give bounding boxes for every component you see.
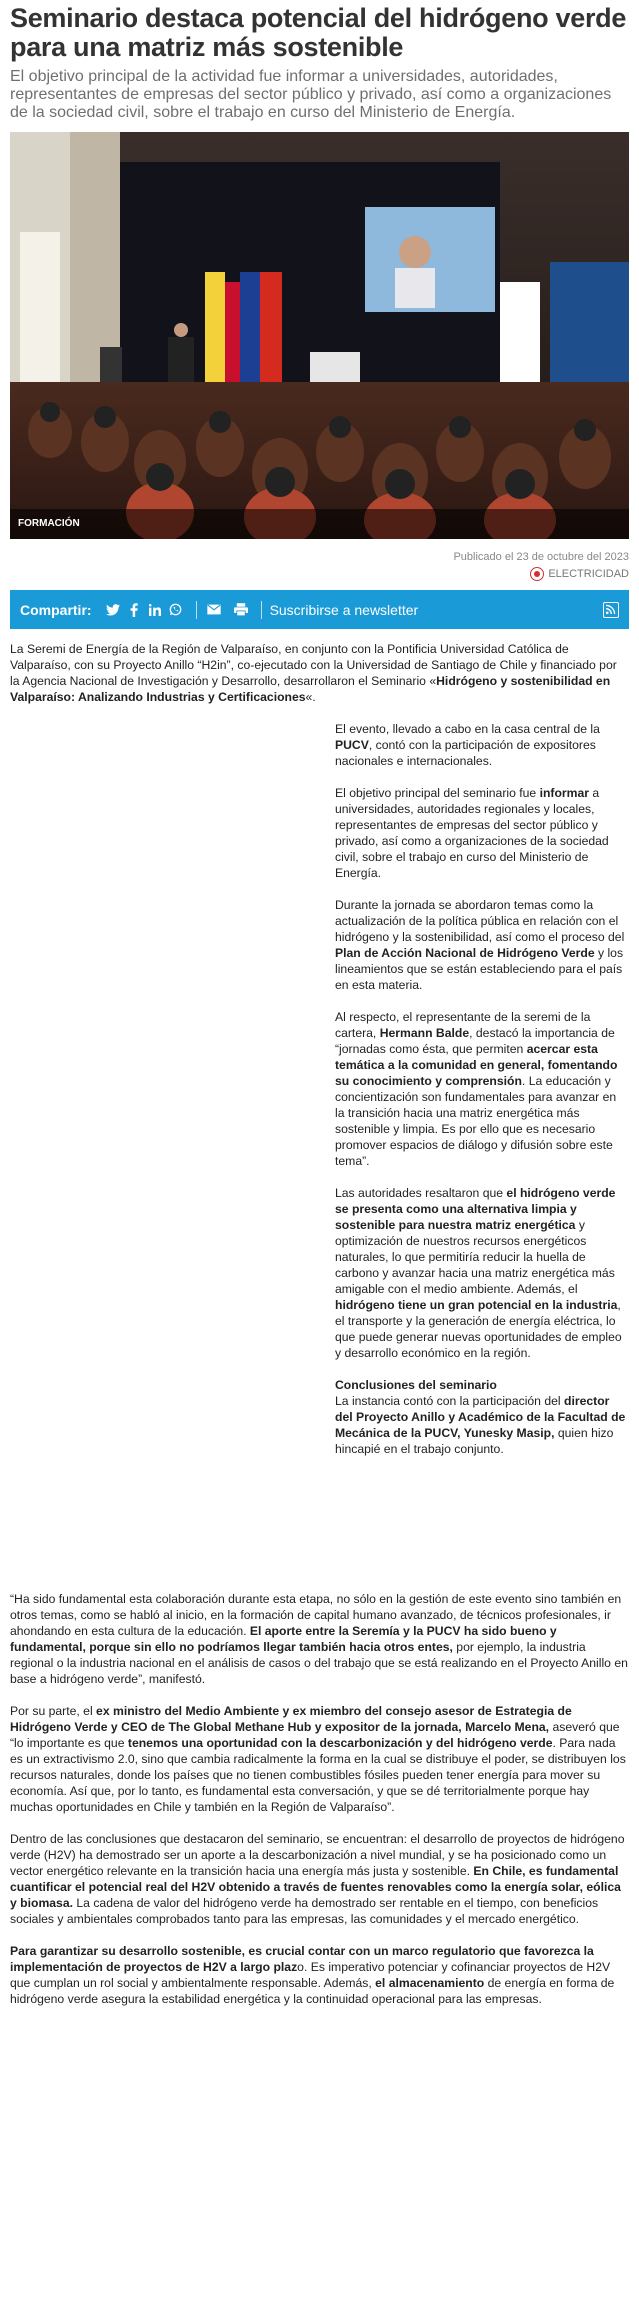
hero-category-tag[interactable]: FORMACIÓN — [10, 509, 629, 539]
article-paragraph: Durante la jornada se abordaron temas como la actualización de la política pública en relación con el hidrógeno y la sostenibilidad, así como el proceso del Plan de Acción Nacional de Hidrógeno Verde y los lineamientos que se están estableciendo para el país en esta materia. — [335, 898, 625, 992]
article-subtitle: El objetivo principal de la actividad fue informar a universidades, autoridades, representantes de empresas del sector público y privado, así como a organizaciones de la sociedad civil, sobre el trabajo en curso del Ministerio de Energía. — [10, 68, 612, 121]
article-body — [10, 641, 629, 2007]
twitter-icon[interactable] — [104, 601, 122, 619]
page-title: Seminario destaca potencial del hidrógeno verde para una matriz más sostenible — [10, 3, 627, 62]
print-icon[interactable] — [232, 601, 250, 619]
share-label: Compartir: — [20, 601, 92, 618]
category-label: ELECTRICIDAD — [548, 568, 629, 580]
publish-date: Publicado el 23 de octubre del 2023 — [453, 551, 629, 563]
article-paragraph: La Seremi de Energía de la Región de Valparaíso, en conjunto con la Pontificia Universidad Católica de Valparaíso, con su Proyecto Anillo “H2in”, co-ejecutado con la Universidad de Santiago de Chile y financiado por la Agencia Nacional de Investigación y Desarrollo, desarrollaron el Seminario «Hidrógeno y sostenibilidad en Valparaíso: Analizando Industrias y Certificaciones«. — [10, 642, 617, 704]
embedded-content-placeholder — [10, 721, 335, 1591]
article-meta — [10, 550, 629, 581]
article-paragraph: Conclusiones del seminario La instancia contó con la participación del director del Proyecto Anillo y Académico de la Facultad de Mecánica de la PUCV, Yunesky Masip, quien hizo hincapié en el trabajo conjunto. — [335, 1378, 626, 1456]
share-divider — [196, 601, 197, 619]
category-icon — [530, 567, 544, 581]
category-link[interactable] — [530, 567, 629, 581]
whatsapp-icon[interactable] — [167, 601, 185, 619]
email-icon[interactable] — [205, 601, 223, 619]
share-divider — [261, 601, 262, 619]
hero-image — [10, 132, 629, 539]
rss-icon[interactable] — [603, 602, 619, 618]
article-paragraph: Las autoridades resaltaron que el hidrógeno verde se presenta como una alternativa limpia y sostenible para nuestra matriz energética y optimización de nuestros recursos energéticos naturales, lo que permitiría reducir la huella de carbono y avanzar hacia una matriz energética más amigable con el medio ambiente. Además, el hidrógeno tiene un gran potencial en la industria, el transporte y la generación de energía eléctrica, lo que puede generar nuevas oportunidades de empleo y desarrollo económico en la región. — [335, 1186, 622, 1360]
linkedin-icon[interactable] — [146, 601, 164, 619]
share-bar — [10, 590, 629, 629]
article-paragraph: El objetivo principal del seminario fue informar a universidades, autoridades regionales y locales, representantes de empresas del sector público y privado, así como a organizaciones de la sociedad civil, sobre el trabajo en curso del Ministerio de Energía. — [335, 786, 609, 880]
article-paragraph: Al respecto, el representante de la seremi de la cartera, Hermann Balde, destacó la importancia de “jornadas como ésta, que permiten acercar esta temática a la comunidad en general, fomentando su conocimiento y comprensión. La educación y concientización son fundamentales para avanzar en la transición hacia una matriz energética más sostenible y limpia. Es por ello que es necesario promover espacios de diálogo y difusión sobre este tema”. — [335, 1010, 618, 1168]
article-paragraph: Para garantizar su desarrollo sostenible, es crucial contar con un marco regulatorio que favorezca la implementación de proyectos de H2V a largo plazo. Es imperativo potenciar y cofinanciar proyectos de H2V que cumplan un rol social y ambientalmente responsable. Además, el almacenamiento de energía en forma de hidrógeno verde asegura la estabilidad energética y la continuidad operacional para las empresas. — [10, 1944, 615, 2006]
newsletter-link[interactable]: Suscribirse a newsletter — [269, 601, 419, 618]
article-paragraph: “Ha sido fundamental esta colaboración durante esta etapa, no sólo en la gestión de este evento sino también en otros temas, como se habló al inicio, en la formación de capital humano avanzado, de técnicos profesionales, ir ahondando en esta cultura de la educación. El aporte entre la Seremía y la PUCV ha sido bueno y fundamental, porque sin ello no podríamos llegar también hacia otros entes, por ejemplo, la industria regional o la industria nacional en el análisis de casos o del trabajo que se está realizando en el Proyecto Anillo en base a hidrógeno verde”, manifestó. — [10, 1592, 628, 1686]
article-paragraph: Por su parte, el ex ministro del Medio Ambiente y ex miembro del consejo asesor de Estrategia de Hidrógeno Verde y CEO de The Global Methane Hub y expositor de la jornada, Marcelo Mena, aseveró que “lo importante es que tenemos una oportunidad con la descarbonización y del hidrógeno verde. Para nada es un extractivismo 2.0, sino que cambia radicalmente la forma en la cual se distribuye el poder, se distribuyen los recursos naturales, donde los países que no tienen combustibles fósiles pueden tener energía para mover su economía. Así que, por lo tanto, es fundamental esta conversación, y que se dé territorialmente porque hay muchas oportunidades en Chile y también en la Región de Valparaíso”. — [10, 1704, 626, 1814]
seminar-photo — [10, 132, 629, 539]
facebook-icon[interactable] — [125, 601, 143, 619]
article-paragraph: El evento, llevado a cabo en la casa central de la PUCV, contó con la participación de expositores nacionales e internacionales. — [335, 722, 600, 768]
article-paragraph: Dentro de las conclusiones que destacaron del seminario, se encuentran: el desarrollo de proyectos de hidrógeno verde (H2V) ha demostrado ser un aporte a la descarbonización a nivel mundial, y se ha posicionado como un vector energético relevante en la transición hacia una energía más justa y sostenible. En Chile, es fundamental cuantificar el potencial real del H2V obtenido a través de fuentes renovables como la energía solar, eólica y biomasa. La cadena de valor del hidrógeno verde ha demostrado ser rentable en el tiempo, con beneficios sociales y ambientales comprobados tanto para las empresas, las comunidades y el mercado energético. — [10, 1832, 625, 1926]
